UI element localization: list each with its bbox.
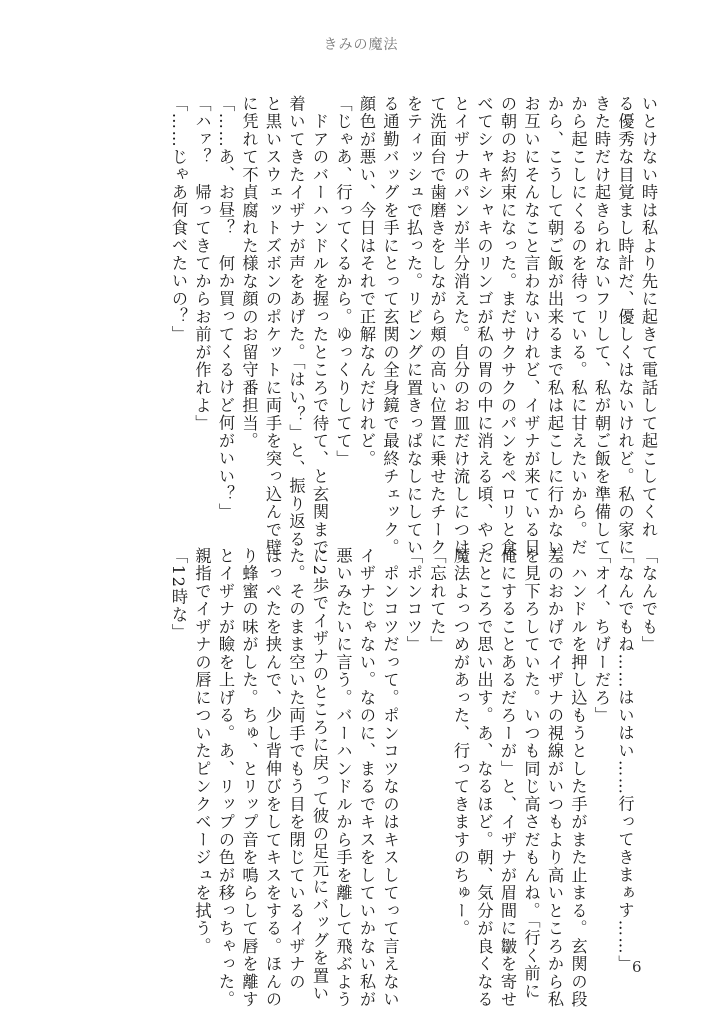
running-title: きみの魔法 [323, 37, 399, 53]
text-line: た。そのまま空いた両手でもう目を閉じているイザナの [286, 547, 306, 991]
dialogue-line: 「なんでも」 [639, 547, 658, 654]
text-line: ハンドルを押し込もうとした手がまた止まる。玄関の段 [568, 547, 588, 1009]
dialogue-line: 「……じゃあ何食べたいの？」 [169, 95, 188, 344]
text-line: 悪いみたいに言う。バーハンドルから手を離して飛ぶよう [333, 547, 353, 1009]
text-line: に2歩でイザナのところに戻って彼の足元にバッグを置い [310, 547, 329, 1003]
text-line: ドアのバーハンドルを握ったところで待て、と玄関まで [310, 95, 329, 557]
text-line: る通勤バッグを手にとって玄関の全身鏡で最終チェック。 [380, 95, 400, 557]
text-line: とイザナのパンが半分消えた。自分のお皿だけ流しにつけ [451, 95, 470, 557]
text-line: 差のおかげでイザナの視線がいつもより高いところから私 [545, 547, 564, 1009]
text-line: 着いてきたイザナが声をあげた。「はい？」と、振り返る [286, 95, 306, 549]
text-line: をティッシュで払った。リビングに置きっぱなしにしてい [404, 95, 423, 557]
upper-text-block [167, 95, 661, 575]
text-line: たところで思い出す。あ、なるほど。朝、気分が良くなる [474, 547, 494, 1009]
text-line: と黒いスウェットズボンのポケットに両手を突っ込んで壁 [263, 95, 282, 557]
dialogue-line: 「オイ、ちげーだろ」 [592, 547, 611, 725]
text-line: イザナじゃない。なのに、まるでキスをしていかない私が [357, 547, 376, 1009]
dialogue-line: 「12時な」 [169, 547, 188, 642]
dialogue-line: 「なんでもね……はいはい……行ってきまぁす……」 [615, 547, 635, 973]
dialogue-line: 「忘れてた」 [427, 547, 447, 654]
text-line: から、こうして朝ご飯が出来るまで私は起こしに行かない。 [545, 95, 564, 575]
text-line: 俺にすることあるだろーが」と、イザナが眉間に皺を寄せ [498, 547, 517, 1009]
text-line: て洗面台で歯磨きをしながら頬の高い位置に乗せたチーク [427, 95, 447, 557]
text-line: り蜂蜜の味がした。ちゅ、とリップ音を鳴らして唇を離す [239, 547, 259, 1009]
text-line: 親指でイザナの唇についたピンクベージュを拭う。 [192, 547, 212, 956]
text-line: る優秀な目覚まし時計だ、優しくはないけれど。私の家に [615, 95, 635, 557]
dialogue-line: 「ハァ？ 帰ってきてからお前が作れよ」 [192, 95, 212, 433]
text-line: とイザナが瞼を上げる。あ、リップの色が移っちゃった。 [216, 547, 235, 1009]
dialogue-line: 「……あ、お昼？ 何か買ってくるけど何がいい？」 [216, 95, 235, 521]
text-line: に凭れて不貞腐れた様な顔のお留守番担当。 [239, 95, 259, 450]
text-line: べてシャキシャキのリンゴが私の胃の中に消える頃、やっ [474, 95, 494, 557]
text-line: いとけない時は私より先に起きて電話して起こしてくれ [639, 95, 658, 539]
text-line: を見下ろしていた。いつも同じ高さだもんね。「行く前に [521, 547, 541, 1001]
dialogue-line: 「ポンコツ」 [404, 547, 423, 654]
text-line: 顔色が悪い、今日はそれで正解なんだけれど。 [357, 95, 376, 468]
text-line: の朝のお約束になった。まだサクサクのパンをペロリと食 [498, 95, 517, 557]
page-number: 6 [632, 958, 642, 976]
text-line: 魔法よっつめがあった、行ってきますのちゅー。 [451, 547, 470, 938]
text-line: ほっぺたを挟んで、少し背伸びをしてキスをする。ほんの [263, 547, 282, 1009]
text-line: お互いにそんなこと言わないけれど、イザナが来ている日 [521, 95, 541, 557]
text-line: から起こしにくるのを待っている。私に甘えたいから。だ [568, 95, 588, 557]
text-line: きた時だけ起きられないフリして、私が朝ご飯を準備して [592, 95, 611, 557]
dialogue-line: 「じゃあ、行ってくるから。ゆっくりしてて」 [333, 95, 353, 468]
lower-text-block [167, 547, 661, 1009]
text-line: ポンコツだって。ポンコツなのはキスしてって言えない [380, 547, 400, 1009]
